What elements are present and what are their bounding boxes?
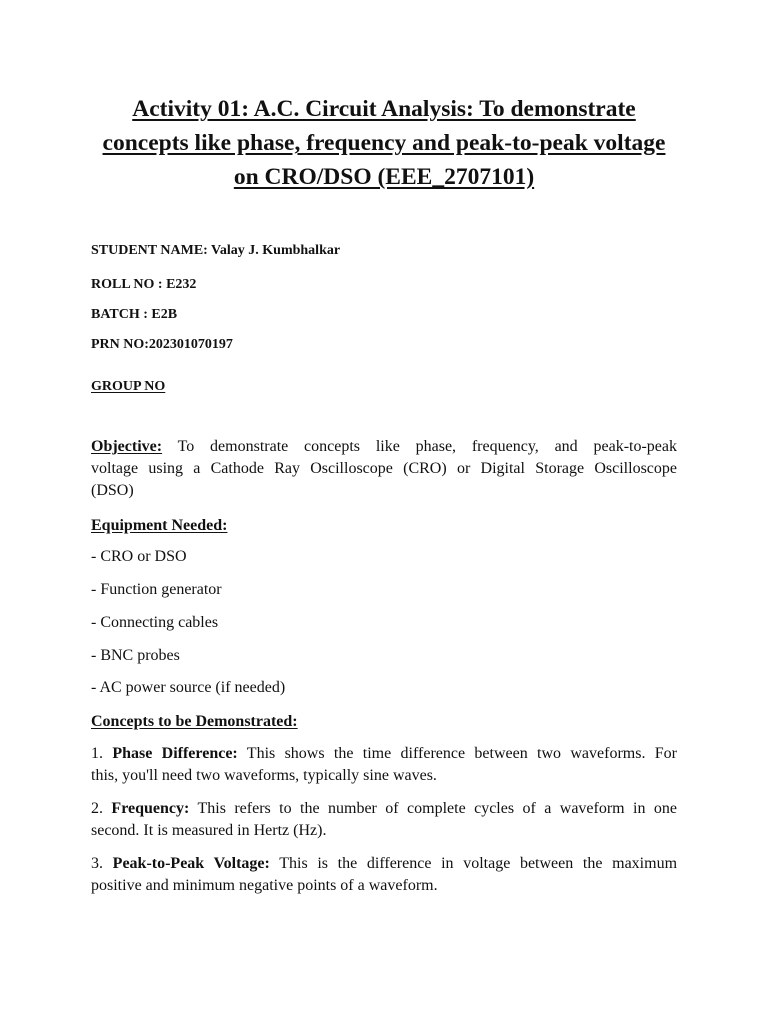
concept-number: 1.	[91, 745, 113, 762]
concept-line-2: second. It is measured in Hertz (Hz).	[91, 822, 327, 839]
concept-term: Peak-to-Peak Voltage:	[112, 855, 270, 872]
objective-line-3: (DSO)	[91, 482, 134, 499]
concept-item-peak-to-peak	[91, 853, 677, 897]
concept-term: Frequency:	[111, 800, 190, 817]
concept-item-phase	[91, 743, 677, 787]
equipment-heading: Equipment Needed:	[91, 517, 228, 534]
equipment-item: - CRO or DSO	[91, 548, 187, 565]
equipment-item: - Function generator	[91, 581, 222, 598]
concept-line-1	[91, 798, 677, 820]
prn-number: PRN NO:202301070197	[91, 337, 233, 352]
batch: BATCH : E2B	[91, 307, 178, 322]
objective-line-2: voltage using a Cathode Ray Oscilloscope (CRO) or Digital Storage Oscilloscope	[91, 460, 677, 477]
concept-number: 2.	[91, 800, 112, 817]
equipment-item: - BNC probes	[91, 647, 180, 664]
roll-number: ROLL NO : E232	[91, 277, 197, 292]
objective-text-1: To demonstrate concepts like phase, frequency, and peak-to-peak	[162, 438, 677, 455]
objective-line-1	[91, 436, 677, 458]
concept-line-1	[91, 853, 677, 875]
objective-paragraph	[91, 436, 677, 502]
objective-label: Objective:	[91, 438, 163, 455]
concept-number: 3.	[91, 855, 113, 872]
concept-item-frequency	[91, 798, 677, 842]
student-name: STUDENT NAME: Valay J. Kumbhalkar	[91, 243, 341, 258]
title-line-3: on CRO/DSO (EEE_2707101)	[233, 164, 535, 190]
concept-line-2: this, you'll need two waveforms, typically sine waves.	[91, 767, 437, 784]
concept-text: This is the difference in voltage between the maximum	[269, 855, 678, 872]
concept-term: Phase Difference:	[112, 745, 238, 762]
concept-text: This shows the time difference between two waveforms. For	[237, 745, 678, 762]
concept-text: This refers to the number of complete cycles of a waveform in one	[189, 800, 678, 817]
concept-line-2: positive and minimum negative points of a waveform.	[91, 877, 438, 894]
title-line-1: Activity 01: A.C. Circuit Analysis: To demonstrate	[132, 96, 636, 122]
title-line-2: concepts like phase, frequency and peak-to-peak voltage	[102, 130, 666, 156]
page-title	[60, 92, 708, 194]
equipment-item: - AC power source (if needed)	[91, 679, 286, 696]
concept-line-1	[91, 743, 677, 765]
concepts-heading: Concepts to be Demonstrated:	[91, 713, 298, 730]
equipment-item: - Connecting cables	[91, 614, 219, 631]
group-number: GROUP NO	[91, 379, 166, 394]
